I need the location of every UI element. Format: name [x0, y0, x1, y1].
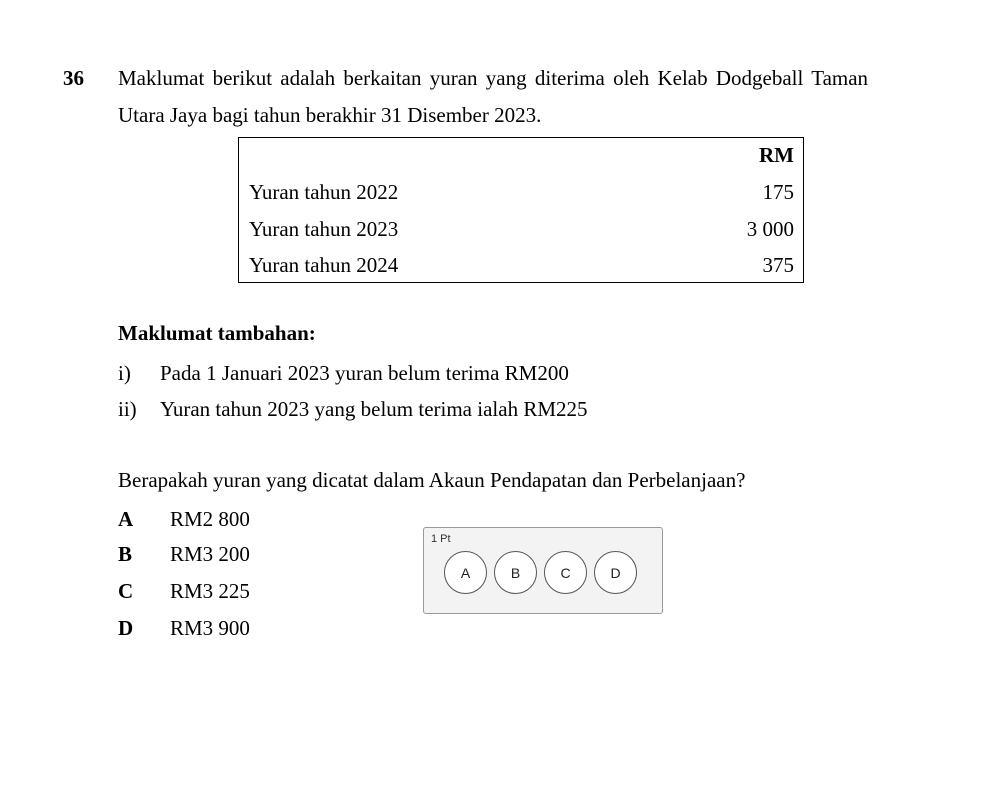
answer-bubble-a[interactable]: A [444, 551, 487, 594]
question-number: 36 [63, 66, 84, 90]
question-text-line1: Maklumat berikut adalah berkaitan yuran yang diterima oleh Kelab Dodgeball Taman [118, 66, 869, 90]
table-row-label: Yuran tahun 2023 [249, 217, 399, 241]
additional-info-item-text: Yuran tahun 2023 yang belum terima ialah RM225 [160, 397, 588, 421]
additional-info-item [118, 361, 569, 386]
table-row-value: 3 000 [746, 217, 794, 241]
answer-bubble-c[interactable]: C [544, 551, 587, 594]
option-letter: D [118, 616, 134, 640]
table-row-value: 175 [762, 180, 794, 204]
option-d [118, 616, 250, 641]
answer-widget [423, 527, 663, 614]
option-c [118, 579, 250, 604]
option-b [118, 542, 250, 567]
option-text: RM3 200 [170, 542, 250, 566]
question-prompt: Berapakah yuran yang dicatat dalam Akaun Pendapatan dan Perbelanjaan? [118, 468, 746, 492]
table-row [239, 212, 803, 248]
table-header-row [239, 138, 803, 174]
table-row-value: 375 [762, 253, 794, 277]
option-letter: B [118, 542, 133, 566]
option-a [118, 507, 250, 532]
option-text: RM3 900 [170, 616, 250, 640]
fees-table [238, 137, 804, 283]
additional-info-item-text: Pada 1 Januari 2023 yuran belum terima RM200 [160, 361, 569, 385]
points-label: 1 Pt [431, 533, 451, 545]
option-letter: C [118, 579, 134, 603]
table-row [239, 175, 803, 211]
additional-info-title: Maklumat tambahan: [118, 321, 316, 345]
table-row [239, 248, 803, 284]
option-text: RM2 800 [170, 507, 250, 531]
additional-info-item-number: i) [118, 361, 131, 385]
table-header-rm: RM [759, 143, 794, 167]
table-row-label: Yuran tahun 2024 [249, 253, 399, 277]
answer-bubble-d[interactable]: D [594, 551, 637, 594]
additional-info-item [118, 397, 588, 422]
option-letter: A [118, 507, 134, 531]
table-row-label: Yuran tahun 2022 [249, 180, 399, 204]
additional-info-item-number: ii) [118, 397, 137, 421]
question-text-line2: Utara Jaya bagi tahun berakhir 31 Disember 2023. [118, 103, 542, 127]
answer-bubble-b[interactable]: B [494, 551, 537, 594]
option-text: RM3 225 [170, 579, 250, 603]
